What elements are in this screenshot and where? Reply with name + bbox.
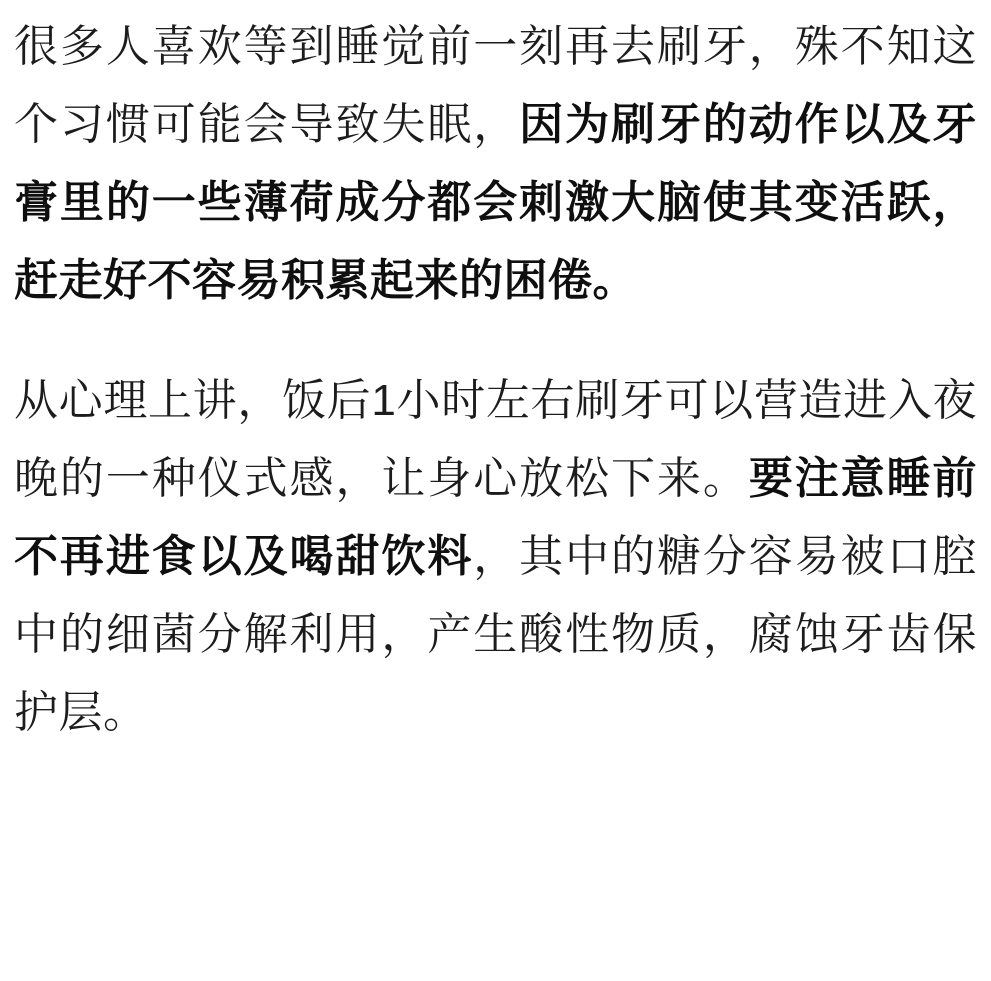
paragraph-1: [14, 8, 977, 320]
paragraph-2-run-2: 要注意睡前不再进食以及喝甜饮料: [14, 454, 978, 581]
paragraph-2-run-3: ，其中的糖分容易被口腔中的细菌分解利用，产生酸性物质，腐蚀牙齿保护层。: [14, 532, 977, 737]
paragraph-1-run-1: 很多人喜欢等到睡觉前一刻再去刷牙，殊不知这个习惯可能会导致失眠，: [14, 22, 977, 149]
paragraph-2-run-1: 从心理上讲，饭后1小时左右刷牙可以营造进入夜晚的一种仪式感，让身心放松下来。: [14, 376, 977, 503]
paragraph-2: [14, 362, 977, 752]
paragraph-1-run-2: 因为刷牙的动作以及牙膏里的一些薄荷成分都会刺激大脑使其变活跃，赶走好不容易积累起来的困倦。: [14, 100, 978, 305]
